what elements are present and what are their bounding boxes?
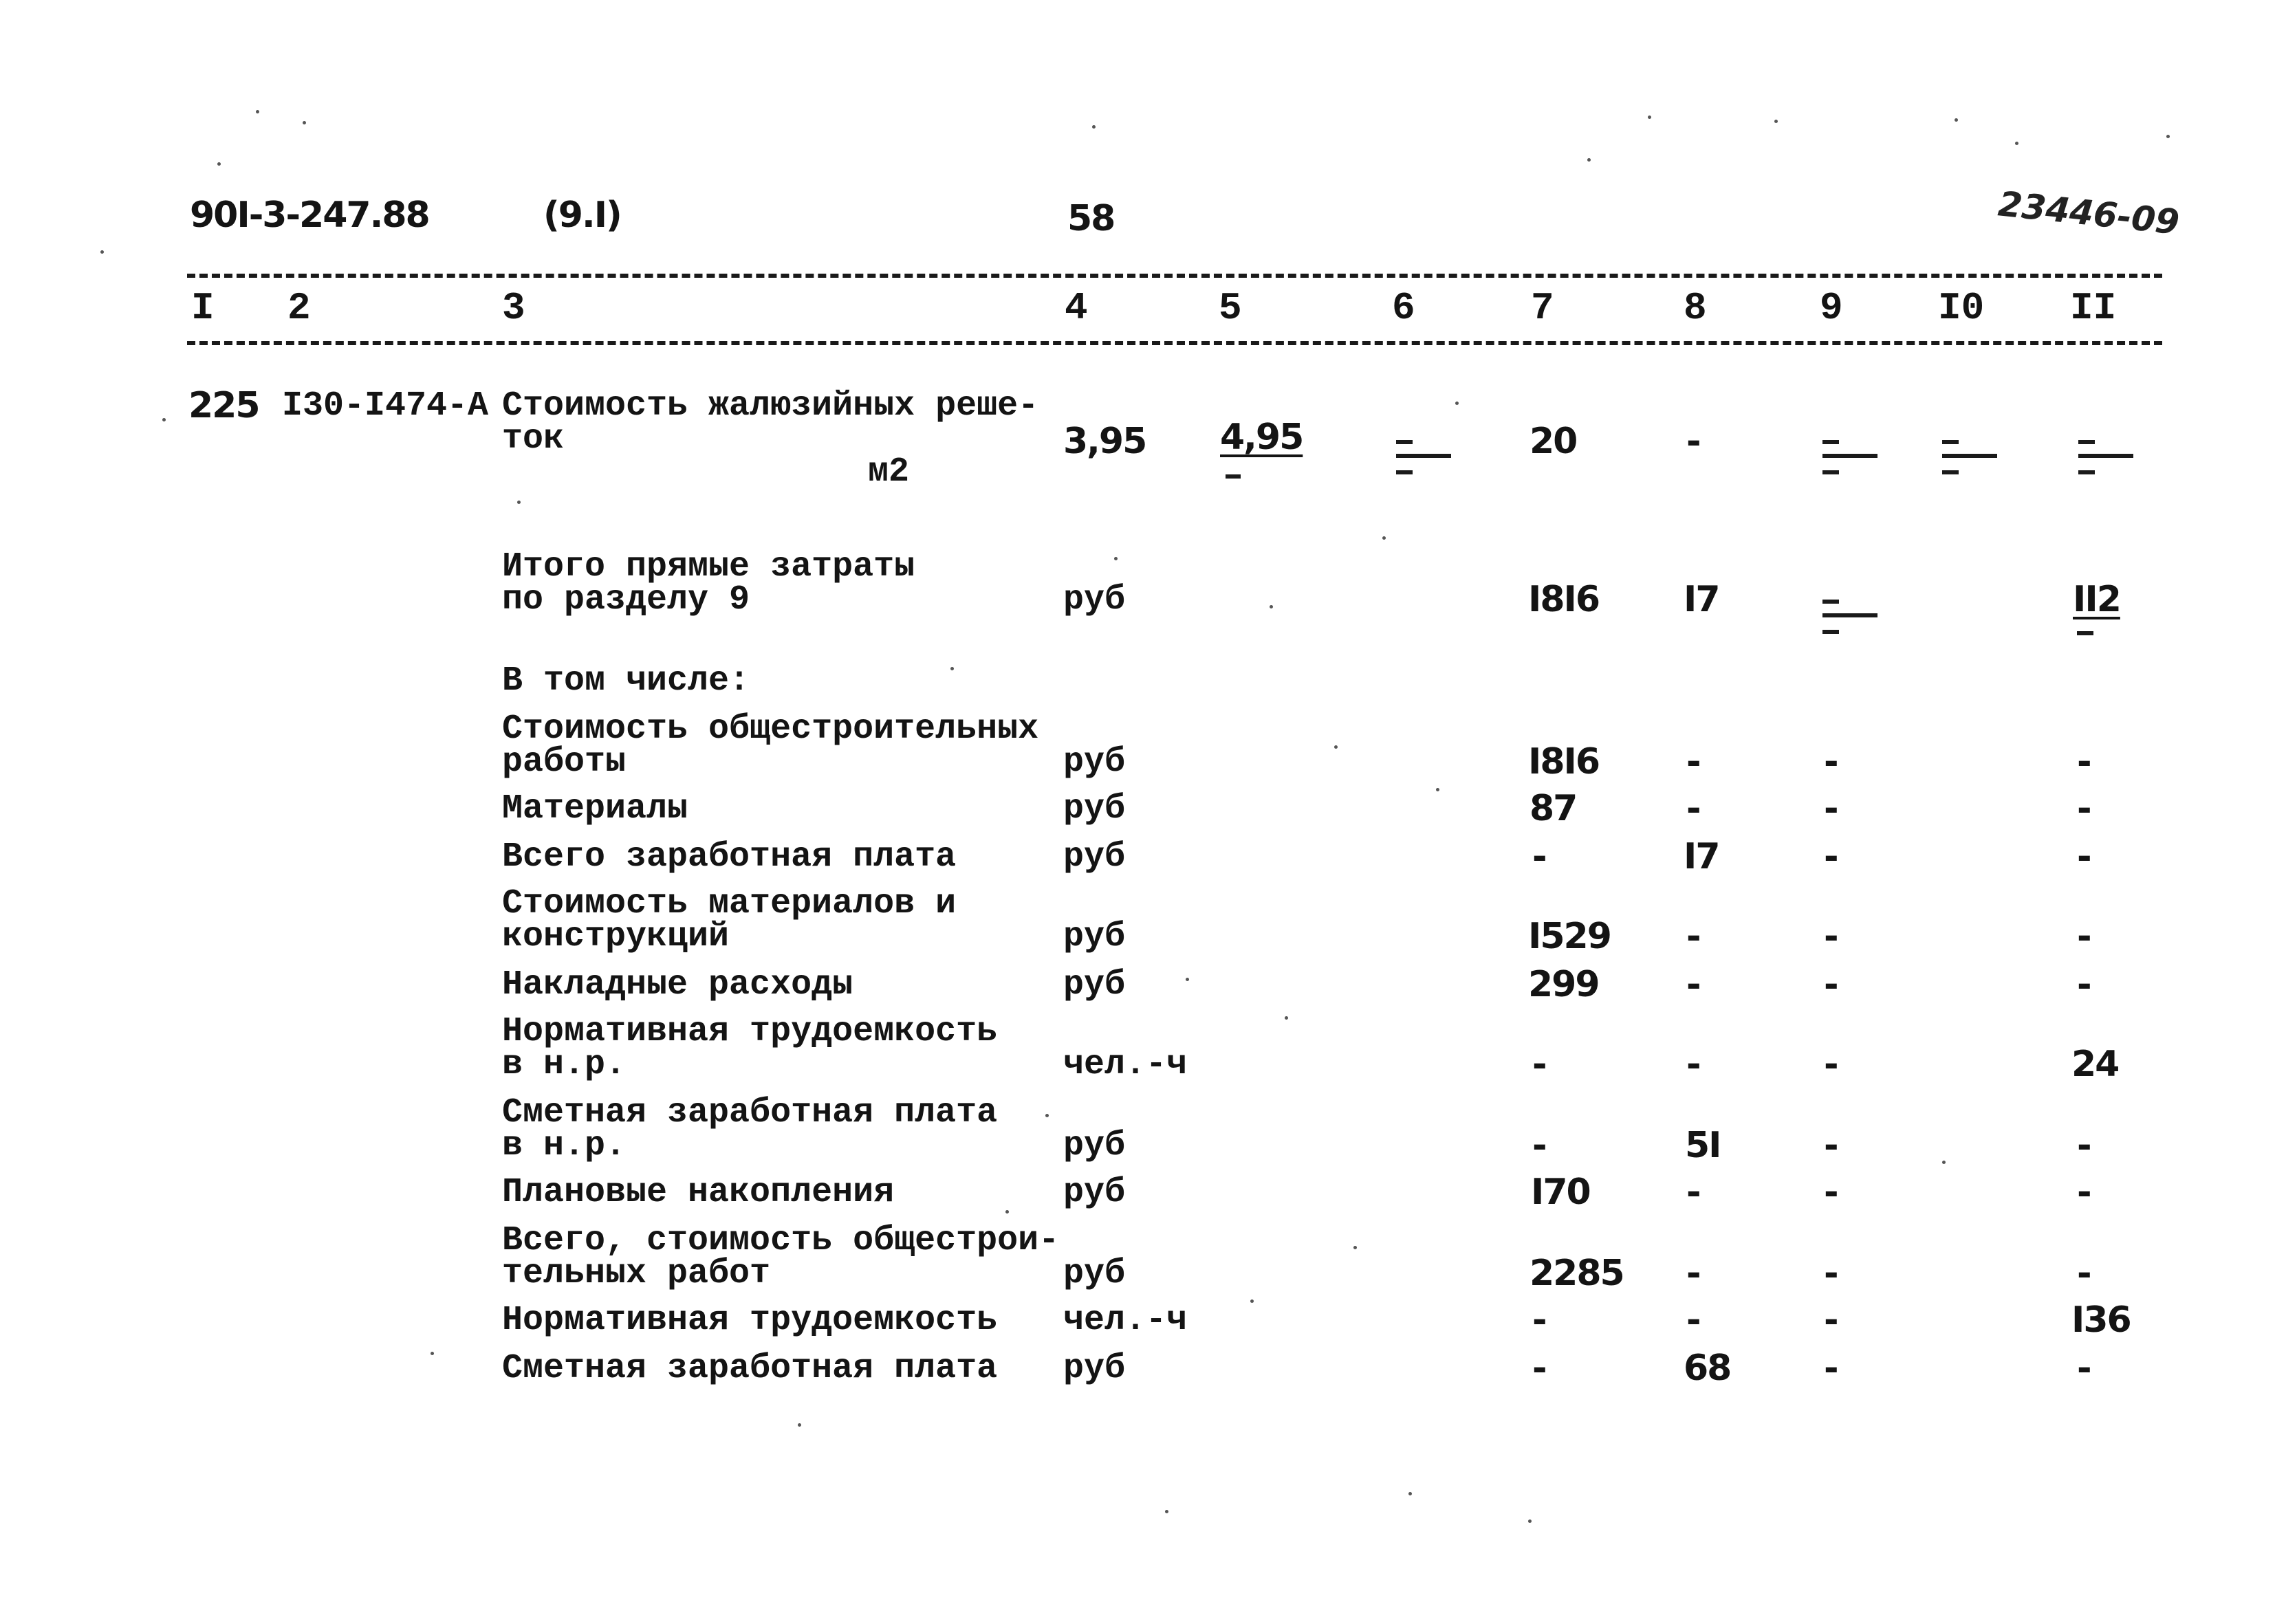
item-col4-value: 3,95: [1063, 421, 1146, 462]
breakdown-row-col9: -: [1824, 1253, 1838, 1294]
breakdown-row-unit: чел.-ч: [1063, 1301, 1188, 1340]
column-header-2: 2: [287, 286, 311, 330]
column-header-3: 3: [502, 286, 525, 330]
section-number: (9.I): [543, 195, 621, 236]
total-col11-value: II2: [2073, 579, 2120, 620]
breakdown-row-col9: -: [1824, 1172, 1838, 1213]
column-header-1: I: [191, 286, 215, 330]
breakdown-row-col7: -: [1532, 836, 1546, 877]
breakdown-row-unit: чел.-ч: [1063, 1045, 1188, 1084]
archive-number-handwritten: 23446-09: [1996, 184, 2181, 243]
breakdown-row-label-line1: Всего, стоимость общестрои-: [502, 1221, 1060, 1260]
total-col11-tick: [2077, 631, 2093, 635]
breakdown-row-col7: -: [1532, 1348, 1546, 1389]
breakdown-row-col8: -: [1686, 916, 1700, 957]
breakdown-row-col11: -: [2077, 836, 2091, 877]
breakdown-row-unit: руб: [1063, 965, 1126, 1005]
item-position-number: 225: [188, 385, 259, 426]
breakdown-row-label-line2: тельных работ: [502, 1254, 771, 1293]
page-number: 58: [1067, 198, 1115, 239]
breakdown-row-label-line1: Стоимость материалов и: [502, 884, 957, 923]
item-name-line2: ток: [502, 419, 565, 459]
breakdown-row-col11: -: [2077, 741, 2091, 782]
breakdown-row-col9: -: [1824, 1125, 1838, 1166]
breakdown-row-col11: I36: [2071, 1299, 2131, 1341]
breakdown-row-col9: -: [1824, 916, 1838, 957]
breakdown-row-col8: I7: [1684, 836, 1719, 877]
breakdown-row-label-line1: Сметная заработная плата: [502, 1349, 998, 1388]
breakdown-row-col9: -: [1824, 788, 1838, 829]
breakdown-row-col11: -: [2077, 1253, 2091, 1294]
total-unit: руб: [1063, 580, 1126, 619]
breakdown-row-unit: руб: [1063, 1254, 1126, 1293]
total-col7-value: I8I6: [1528, 579, 1600, 620]
breakdown-row-col9: -: [1824, 964, 1838, 1005]
breakdown-row-unit: руб: [1063, 837, 1126, 877]
breakdown-row-col8: -: [1686, 1172, 1700, 1213]
item-name-line1: Стоимость жалюзийных реше-: [502, 386, 1039, 426]
breakdown-row-col11: 24: [2071, 1044, 2119, 1085]
breakdown-row-col8: -: [1686, 788, 1700, 829]
breakdown-row-col7: -: [1532, 1044, 1546, 1085]
column-header-10: I0: [1938, 286, 1985, 330]
breakdown-row-label-line1: Накладные расходы: [502, 965, 853, 1005]
breakdown-row-label-line1: Нормативная трудоемкость: [502, 1012, 998, 1051]
column-header-7: 7: [1531, 286, 1554, 330]
breakdown-row-col11: -: [2077, 1348, 2091, 1389]
breakdown-row-col7: -: [1532, 1299, 1546, 1341]
breakdown-row-col7: 87: [1530, 788, 1577, 829]
breakdown-row-label-line1: Всего заработная плата: [502, 837, 957, 877]
breakdown-row-col7: 2285: [1530, 1253, 1624, 1294]
breakdown-row-label-line2: в н.р.: [502, 1045, 627, 1084]
breakdown-row-col8: 68: [1684, 1348, 1731, 1389]
breakdown-row-unit: руб: [1063, 1349, 1126, 1388]
breakdown-row-label-line1: Материалы: [502, 789, 688, 829]
breakdown-row-label-line1: Сметная заработная плата: [502, 1093, 998, 1132]
breakdown-row-col9: -: [1824, 741, 1838, 782]
column-header-11: II: [2070, 286, 2117, 330]
breakdown-row-col7: 299: [1528, 964, 1599, 1005]
breakdown-row-col8: -: [1686, 1299, 1700, 1341]
total-label-line2: по разделу 9: [502, 580, 750, 619]
breakdown-row-col8: -: [1686, 741, 1700, 782]
header-bottom-rule: [187, 341, 2162, 345]
column-header-6: 6: [1392, 286, 1415, 330]
breakdown-row-col9: -: [1824, 836, 1838, 877]
breakdown-row-col11: -: [2077, 964, 2091, 1005]
item-col5-tick: [1226, 474, 1241, 479]
breakdown-row-col7: I8I6: [1528, 741, 1600, 782]
item-col8-value: -: [1686, 421, 1700, 462]
breakdown-row-col7: I529: [1528, 916, 1611, 957]
total-label-line1: Итого прямые затраты: [502, 547, 915, 586]
item-code: I30-I474-A: [282, 386, 489, 426]
header-top-rule: [187, 274, 2162, 278]
breakdown-row-label-line2: в н.р.: [502, 1126, 627, 1165]
column-header-9: 9: [1820, 286, 1843, 330]
breakdown-row-col9: -: [1824, 1299, 1838, 1341]
item-col5-value: 4,95: [1220, 417, 1303, 458]
breakdown-row-unit: руб: [1063, 1126, 1126, 1165]
breakdown-row-label-line2: конструкций: [502, 917, 730, 956]
breakdown-row-unit: руб: [1063, 789, 1126, 829]
item-col7-value: 20: [1530, 421, 1577, 462]
breakdown-row-col9: -: [1824, 1044, 1838, 1085]
breakdown-row-col11: -: [2077, 1125, 2091, 1166]
breakdown-row-col8: -: [1686, 1253, 1700, 1294]
breakdown-row-col8: -: [1686, 964, 1700, 1005]
breakdown-row-label-line1: Нормативная трудоемкость: [502, 1301, 998, 1340]
document-code: 90I-3-247.88: [190, 195, 429, 236]
breakdown-row-unit: руб: [1063, 917, 1126, 956]
including-label: В том числе:: [502, 661, 750, 701]
breakdown-row-unit: руб: [1063, 743, 1126, 782]
total-col8-value: I7: [1684, 579, 1719, 620]
breakdown-row-unit: руб: [1063, 1173, 1126, 1212]
breakdown-row-label-line1: Плановые накопления: [502, 1173, 895, 1212]
breakdown-row-col9: -: [1824, 1348, 1838, 1389]
breakdown-row-col11: -: [2077, 788, 2091, 829]
breakdown-row-label-line1: Стоимость общестроительных: [502, 710, 1039, 749]
item-measure-unit: м2: [868, 452, 910, 492]
breakdown-row-label-line2: работы: [502, 743, 627, 782]
breakdown-row-col8: -: [1686, 1044, 1700, 1085]
column-header-5: 5: [1219, 286, 1242, 330]
column-header-8: 8: [1684, 286, 1707, 330]
column-header-4: 4: [1065, 286, 1088, 330]
breakdown-row-col7: -: [1532, 1125, 1546, 1166]
breakdown-row-col11: -: [2077, 1172, 2091, 1213]
breakdown-row-col7: I70: [1531, 1172, 1590, 1213]
breakdown-row-col11: -: [2077, 916, 2091, 957]
breakdown-row-col8: 5I: [1685, 1125, 1721, 1166]
